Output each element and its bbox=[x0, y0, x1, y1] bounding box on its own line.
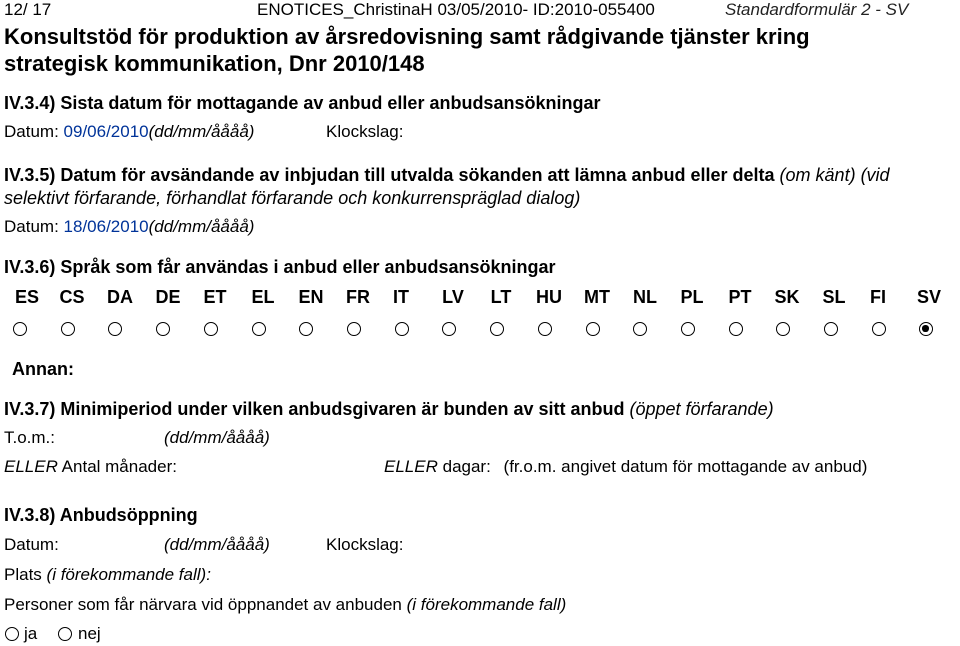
language-radio-pl[interactable] bbox=[681, 322, 695, 336]
ja-radio[interactable] bbox=[5, 627, 19, 641]
section-iv-3-4-heading: IV.3.4) Sista datum för mottagande av anbud eller anbudsansökningar bbox=[4, 93, 601, 113]
language-code: CS bbox=[59, 287, 85, 307]
s5-datum-value: 18/06/2010 bbox=[63, 217, 149, 236]
s7-dagar-note: (fr.o.m. angivet datum för mottagande av anbud) bbox=[503, 457, 868, 476]
s4-datum-value: 09/06/2010 bbox=[63, 122, 149, 141]
language-radio-es[interactable] bbox=[13, 322, 27, 336]
s8-klockslag-label: Klockslag: bbox=[326, 535, 404, 554]
annan-label: Annan: bbox=[12, 359, 74, 379]
language-radio-sv[interactable] bbox=[919, 322, 933, 336]
section-iv-3-8-heading: IV.3.8) Anbudsöppning bbox=[4, 505, 198, 525]
section-iv-3-5-heading bbox=[4, 165, 890, 186]
language-radio-de[interactable] bbox=[156, 322, 170, 336]
s8-date-format: (dd/mm/åååå) bbox=[164, 535, 270, 554]
s4-datum-row bbox=[4, 122, 254, 142]
s7-antal-manader-label: Antal månader: bbox=[61, 457, 177, 476]
language-radio-lv[interactable] bbox=[442, 322, 456, 336]
language-radio-lt[interactable] bbox=[490, 322, 504, 336]
language-radio-it[interactable] bbox=[395, 322, 409, 336]
language-radio-en[interactable] bbox=[299, 322, 313, 336]
language-code: SL bbox=[822, 287, 846, 307]
language-code: FR bbox=[346, 287, 370, 307]
s7-eller-2: ELLER bbox=[384, 457, 438, 476]
language-code: HU bbox=[536, 287, 562, 307]
s5-datum-label: Datum: bbox=[4, 217, 59, 236]
language-radio-el[interactable] bbox=[252, 322, 266, 336]
header-doc-name: ENOTICES_ChristinaH bbox=[257, 0, 433, 19]
s7-date-format: (dd/mm/åååå) bbox=[164, 428, 270, 447]
s4-datum-label: Datum: bbox=[4, 122, 59, 141]
section-iv-3-7-heading bbox=[4, 399, 774, 420]
language-radio-sk[interactable] bbox=[776, 322, 790, 336]
language-code: IT bbox=[393, 287, 409, 307]
language-code: EL bbox=[251, 287, 275, 307]
s8-plats-italic: (i förekommande fall): bbox=[46, 565, 211, 584]
ja-label: ja bbox=[24, 624, 38, 643]
s4-klockslag-label: Klockslag: bbox=[326, 122, 404, 141]
language-code: LT bbox=[490, 287, 512, 307]
s4-date-format: (dd/mm/åååå) bbox=[148, 122, 255, 141]
language-code: NL bbox=[633, 287, 657, 307]
language-code: PT bbox=[728, 287, 752, 307]
s5-date-format: (dd/mm/åååå) bbox=[148, 217, 255, 236]
language-code: DE bbox=[155, 287, 181, 307]
s8-personer-label: Personer som får närvara vid öppnandet av anbuden bbox=[4, 595, 402, 614]
language-code: DA bbox=[107, 287, 133, 307]
notice-title-line2: strategisk kommunikation, Dnr 2010/148 bbox=[4, 51, 425, 76]
language-code: PL bbox=[680, 287, 704, 307]
language-code: ET bbox=[203, 287, 227, 307]
header-doc-id bbox=[257, 0, 655, 20]
language-radio-fr[interactable] bbox=[347, 322, 361, 336]
language-code: LV bbox=[442, 287, 464, 307]
section-iv-3-6-heading: IV.3.6) Språk som får användas i anbud eller anbudsansökningar bbox=[4, 257, 556, 277]
language-radio-sl[interactable] bbox=[824, 322, 838, 336]
language-radio-cs[interactable] bbox=[61, 322, 75, 336]
language-radio-et[interactable] bbox=[204, 322, 218, 336]
s5-heading-italic-1: (om känt) (vid bbox=[779, 165, 890, 185]
s8-plats-row bbox=[4, 565, 211, 585]
s7-heading-bold: IV.3.7) Minimiperiod under vilken anbudsgivaren är bunden av sitt anbud bbox=[4, 399, 625, 419]
s7-eller-1: ELLER bbox=[4, 457, 58, 476]
notice-title-line1: Konsultstöd för produktion av årsredovisning samt rådgivande tjänster kring bbox=[4, 24, 810, 49]
s5-heading-italic-2: selektivt förfarande, förhandlat förfarande och konkurrenspräglad dialog) bbox=[4, 188, 581, 208]
language-code: MT bbox=[584, 287, 610, 307]
s5-datum-row bbox=[4, 217, 254, 237]
s5-heading-bold: IV.3.5) Datum för avsändande av inbjudan till utvalda sökanden att lämna anbud eller delta bbox=[4, 165, 775, 185]
language-radio-nl[interactable] bbox=[633, 322, 647, 336]
s7-tom-label: T.o.m.: bbox=[4, 428, 56, 447]
language-radio-pt[interactable] bbox=[729, 322, 743, 336]
s8-datum-label: Datum: bbox=[4, 535, 59, 554]
nej-label: nej bbox=[78, 624, 101, 643]
language-code: ES bbox=[14, 287, 39, 307]
language-radio-fi[interactable] bbox=[872, 322, 886, 336]
s7-antal-row bbox=[4, 457, 177, 477]
s8-personer-italic: (i förekommande fall) bbox=[406, 595, 567, 614]
s7-dagar-row bbox=[384, 457, 867, 477]
language-code: EN bbox=[298, 287, 324, 307]
header-page-number: 12/ 17 bbox=[4, 0, 52, 19]
language-radio-hu[interactable] bbox=[538, 322, 552, 336]
language-code: SV bbox=[916, 287, 941, 307]
language-radio-da[interactable] bbox=[108, 322, 122, 336]
s8-plats-label: Plats bbox=[4, 565, 42, 584]
s8-personer-row bbox=[4, 595, 566, 615]
s7-heading-italic: (öppet förfarande) bbox=[629, 399, 774, 419]
nej-radio[interactable] bbox=[58, 627, 72, 641]
language-radio-mt[interactable] bbox=[586, 322, 600, 336]
s7-dagar-label: dagar: bbox=[442, 457, 491, 476]
header-form-name: Standardformulär 2 - SV bbox=[725, 0, 909, 19]
language-code: SK bbox=[774, 287, 800, 307]
header-doc-date: 03/05/2010- ID:2010-055400 bbox=[437, 0, 655, 19]
language-code: FI bbox=[870, 287, 886, 307]
